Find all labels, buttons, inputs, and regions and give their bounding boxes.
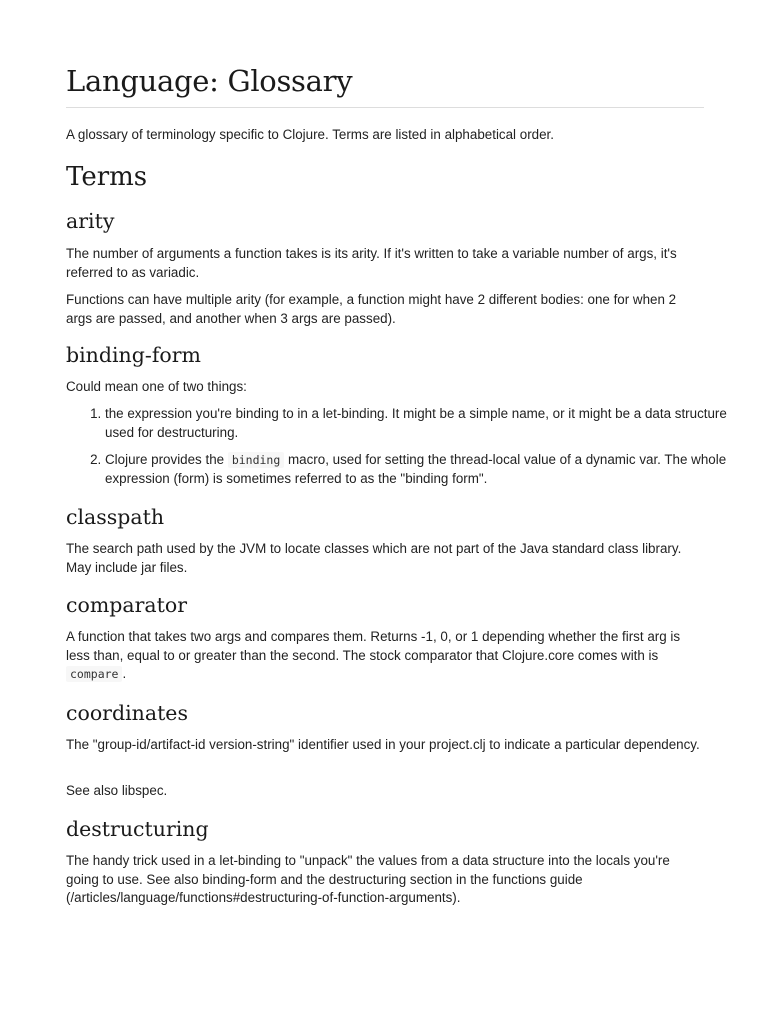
terms-heading: Terms <box>66 162 148 192</box>
arity-multiple-note: Functions can have multiple arity (for example, a function might have 2 different bodies: one for when 2 args are passed, and another when 3 args are passed). <box>66 292 677 326</box>
binding-form-intro: Could mean one of two things: <box>66 379 247 394</box>
coordinates-see-also: See also libspec. <box>66 783 168 798</box>
comparator-definition: A function that takes two args and compares them. Returns -1, 0, or 1 depending whether the first arg is less than, equal to or greater than the second. The stock comparator that Clojure.core comes with is compare . <box>66 629 681 681</box>
inline-code-binding: binding <box>228 452 284 468</box>
term-heading-coordinates: coordinates <box>66 701 188 725</box>
term-heading-destructuring: destructuring <box>66 817 209 841</box>
coordinates-definition: The "group-id/artifact-id version-string" identifier used in your project.clj to indicate a particular dependency. <box>66 737 700 752</box>
term-heading-classpath: classpath <box>66 505 165 529</box>
intro-paragraph: A glossary of terminology specific to Clojure. Terms are listed in alphabetical order. <box>66 127 554 142</box>
list-item: 2. Clojure provides the binding macro, used for setting the thread-local value of a dynamic var. The whole expression (form) is sometimes referred to as the "binding form". <box>105 451 743 488</box>
title-divider <box>66 107 704 108</box>
inline-code-compare: compare <box>66 666 122 682</box>
page-title: Language: Glossary <box>66 64 353 98</box>
arity-definition: The number of arguments a function takes is its arity. If it's written to take a variable number of args, it's referred to as variadic. <box>66 246 677 280</box>
term-heading-arity: arity <box>66 209 115 233</box>
destructuring-definition: The handy trick used in a let-binding to "unpack" the values from a data structure into the locals you're going to use. See also binding-form and the destructuring section in the functions guide (/articles/language/functions#destructuring-of-function-arguments). <box>66 853 670 905</box>
list-item: 1. the expression you're binding to in a let-binding. It might be a simple name, or it might be a data structure used for destructuring. <box>105 405 743 442</box>
binding-form-list <box>66 405 743 488</box>
classpath-definition: The search path used by the JVM to locate classes which are not part of the Java standard class library. May include jar files. <box>66 541 682 575</box>
term-heading-comparator: comparator <box>66 593 188 617</box>
term-heading-binding-form: binding-form <box>66 343 201 367</box>
